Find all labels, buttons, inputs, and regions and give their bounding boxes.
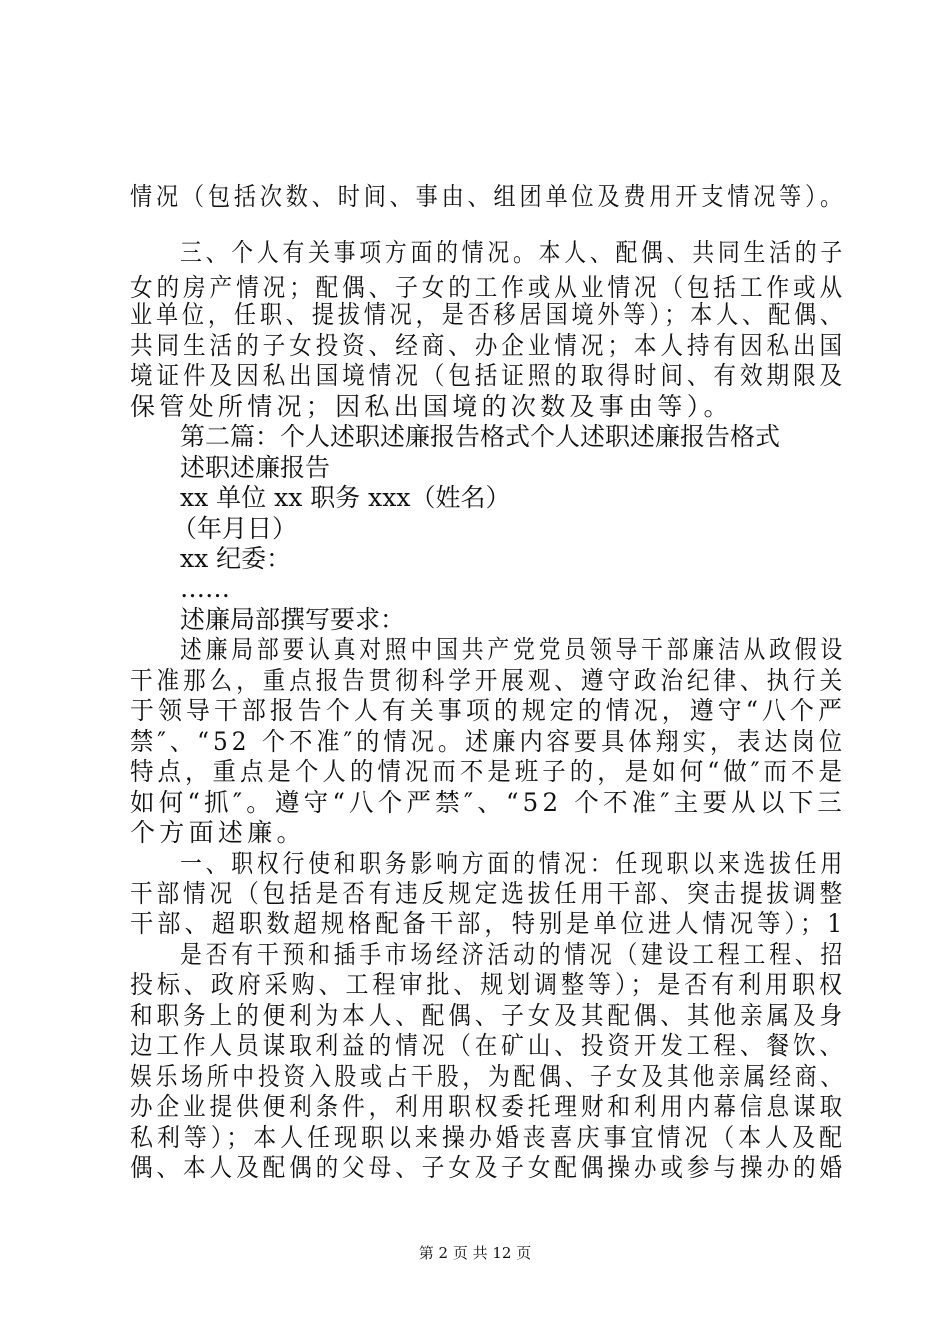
report-date: （年月日） [172, 514, 298, 543]
text-line: 女的房产情况；配偶、子女的工作或从业情况（包括工作或从 [130, 273, 847, 302]
page-footer: 第 2 页 共 12 页 [418, 1244, 532, 1262]
text-line: 于领导干部报告个人有关事项的规定的情况，遵守“八个严 [130, 696, 847, 725]
text-line: 是否有干预和插手市场经济活动的情况（建设工程工程、招 [180, 940, 846, 969]
text-line: 保管处所情况；因私出国境的次数及事由等）。 [130, 392, 733, 421]
text-line: 一、职权行使和职务影响方面的情况：任现职以来选拔任用 [180, 849, 846, 878]
text-line: 个方面述廉。 [130, 818, 306, 847]
text-line: 情况（包括次数、时间、事由、组团单位及费用开支情况等）。 [130, 182, 846, 211]
text-line: 述廉局部要认真对照中国共产党党员领导干部廉洁从政假设 [180, 635, 846, 664]
text-line: 如何“抓″。遵守“八个严禁″、“52 个不准″主要从以下三 [130, 788, 846, 817]
text-line: 干准那么，重点报告贯彻科学开展观、遵守政治纪律、执行关 [130, 666, 847, 695]
text-line: 投标、政府采购、工程审批、规划调整等）；是否有利用职权 [130, 970, 847, 999]
text-line: 禁″、“52 个不准″的情况。述廉内容要具体翔实，表达岗位 [130, 727, 847, 756]
text-line: 共同生活的子女投资、经商、办企业情况；本人持有因私出国 [130, 331, 847, 360]
text-line: 边工作人员谋取利益的情况（在矿山、投资开发工程、餐饮、 [130, 1031, 847, 1060]
text-line: 娱乐场所中投资入股或占干股，为配偶、子女及其他亲属经商、 [130, 1062, 846, 1091]
report-addressee: xx 纪委： [180, 544, 292, 573]
text-line: 境证件及因私出国境情况（包括证照的取得时间、有效期限及 [130, 361, 847, 390]
ellipsis: …… [180, 574, 230, 603]
text-line: 三、个人有关事项方面的情况。本人、配偶、共同生活的子 [180, 238, 846, 267]
text-line: 干部情况（包括是否有违反规定选拔任用干部、突击提拔调整 [130, 879, 847, 908]
text-line: 干部、超职数超规格配备干部，特别是单位进人情况等）；1 [130, 909, 847, 938]
text-line: 偶、本人及配偶的父母、子女及子女配偶操办或参与操办的婚 [130, 1153, 847, 1182]
report-title: 述职述廉报告 [180, 453, 331, 482]
text-line: 特点，重点是个人的情况而不是班子的，是如何“做″而不是 [130, 757, 846, 786]
text-line: 业单位，任职、提拔情况，是否移居国境外等）；本人、配偶、 [130, 300, 846, 329]
text-line: 和职务上的便利为本人、配偶、子女及其配偶、其他亲属及身 [130, 1001, 847, 1030]
text-line: 私利等）；本人任现职以来操办婚丧喜庆事宜情况（本人及配 [130, 1123, 847, 1152]
report-author: xx 单位 xx 职务 xxx（姓名） [180, 483, 511, 512]
text-line: 办企业提供便利条件，利用职权委托理财和利用内幕信息谋取 [130, 1092, 847, 1121]
section-heading: 第二篇：个人述职述廉报告格式个人述职述廉报告格式 [180, 422, 781, 451]
subheading: 述廉局部撰写要求： [180, 605, 406, 634]
